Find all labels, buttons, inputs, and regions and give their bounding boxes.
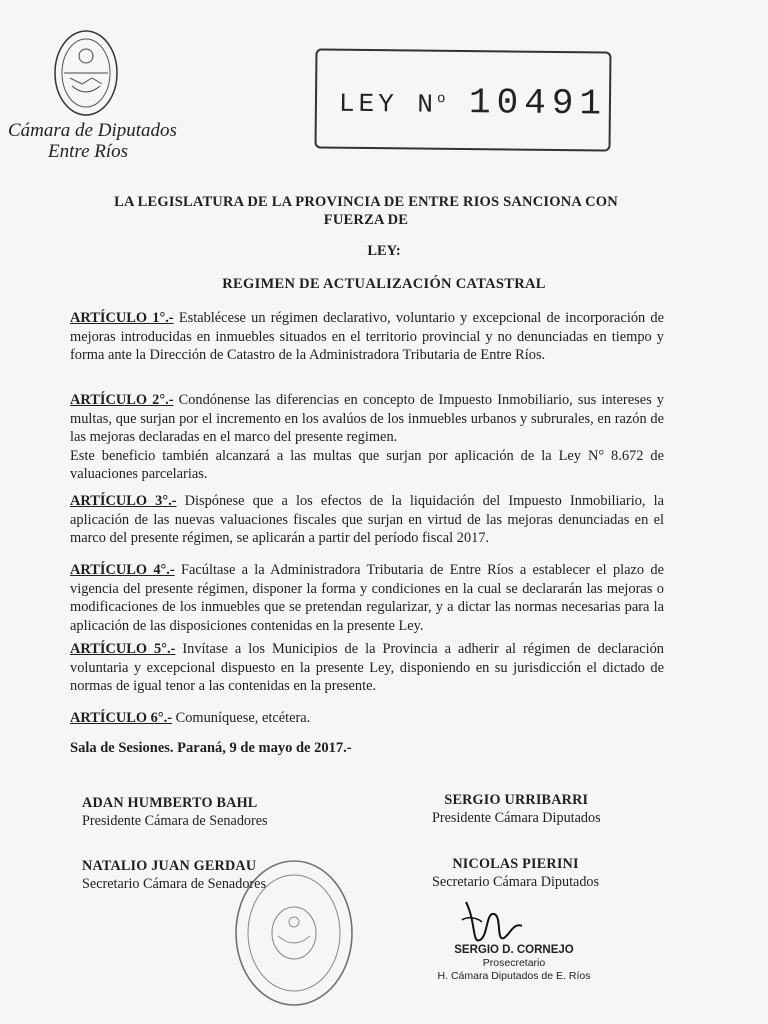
prosecretary-name: SERGIO D. CORNEJO (454, 944, 574, 956)
prosecretary-body: H. Cámara Diputados de E. Ríos (437, 970, 591, 982)
session-closing: Sala de Sesiones. Paraná, 9 de mayo de 2017.- (70, 740, 352, 756)
chamber-name-line2: Entre Ríos (48, 141, 129, 162)
article-text: Invítase a los Municipios de la Provincia a adherir al régimen de declaración voluntaria y excepcional dispuesto en la presente Ley, disponiendo en su jurisdicción el dictado de normas de igual tenor a las contenidas en la presente. (70, 641, 664, 694)
article-6 (70, 709, 664, 728)
signatory-role: Presidente Cámara Diputados (432, 810, 601, 826)
article-text: Condónense las diferencias en concepto de Impuesto Inmobiliario, sus intereses y multas, que surjan por el incremento en los avalúos de los inmuebles urbanos y subrurales, en razón de las mejoras declaradas en el marco del presente regimen. (70, 392, 664, 445)
article-2 (70, 391, 664, 484)
law-number-stamp: LEY $N^o$ 10491 (314, 48, 611, 151)
article-label: ARTÍCULO 6°.- (70, 710, 172, 726)
article-text-continued: Este beneficio también alcanzará a las multas que surjan por aplicación de la Ley N° 8.672 de valuaciones parcelarias. (70, 447, 664, 482)
article-text: Establécese un régimen declarativo, voluntario y excepcional de incorporación de mejoras introducidas en inmuebles situados en el territorio provincial y no denunciadas en tiempo y forma ante la Dirección de Catastro de la Administradora Tributaria de Entre Ríos. (70, 310, 664, 363)
official-seal-icon (232, 858, 356, 1008)
stamp-prefix: LEY N (338, 88, 438, 120)
signatory-deputies-president (432, 791, 601, 827)
signatory-name: NATALIO JUAN GERDAU (82, 858, 257, 874)
signatory-deputies-secretary (432, 855, 599, 891)
article-4 (70, 561, 664, 635)
prosecretary-title: Prosecretario (482, 957, 546, 969)
law-subtitle: REGIMEN DE ACTUALIZACIÓN CATASTRAL (222, 276, 546, 292)
article-text: Dispónese que a los efectos de la liquidación del Impuesto Inmobiliario, la aplicación de las nuevas valuaciones fiscales que surjan en virtud de las mejoras denunciadas en el marco del presente régimen, se aplicarán a partir del período fiscal 2017. (70, 493, 664, 546)
article-1 (70, 309, 664, 365)
article-label: ARTÍCULO 2°.- (70, 392, 174, 408)
handwritten-signature-icon (458, 892, 548, 952)
ley-label: LEY: (367, 243, 401, 259)
article-label: ARTÍCULO 4°.- (70, 562, 175, 578)
prosecretary-block (424, 944, 604, 983)
provincial-emblem-icon (52, 28, 120, 118)
enacting-heading: LA LEGISLATURA DE LA PROVINCIA DE ENTRE RIOS SANCIONA CON FUERZA DE (114, 194, 618, 228)
signatory-name: NICOLAS PIERINI (452, 856, 579, 872)
article-text: Facúltase a la Administradora Tributaria de Entre Ríos a establecer el plazo de vigencia del presente régimen, disponer la forma y condiciones en la cual se declararán las mejoras o modificaciones de los inmuebles que se pretendan regularizar, y a dictar las normas necesarias para la aplicación de las disposiciones contenidas en la presente Ley. (70, 562, 664, 634)
signatory-name: SERGIO URRIBARRI (444, 792, 589, 808)
signatory-role: Presidente Cámara de Senadores (82, 813, 268, 829)
stamp-number: 10491 (468, 82, 608, 125)
signatory-name: ADAN HUMBERTO BAHL (82, 795, 258, 811)
article-label: ARTÍCULO 5°.- (70, 641, 176, 657)
article-text: Comuníquese, etcétera. (175, 710, 311, 726)
chamber-name-line1: Cámara de Diputados (8, 120, 177, 141)
signatory-role: Secretario Cámara de Senadores (82, 876, 266, 892)
article-label: ARTÍCULO 1°.- (70, 310, 174, 326)
article-3 (70, 492, 664, 548)
article-5 (70, 640, 664, 696)
signatory-role: Secretario Cámara Diputados (432, 874, 600, 890)
article-label: ARTÍCULO 3°.- (70, 493, 177, 509)
signatory-senate-president (82, 794, 268, 830)
chamber-name (8, 120, 198, 162)
